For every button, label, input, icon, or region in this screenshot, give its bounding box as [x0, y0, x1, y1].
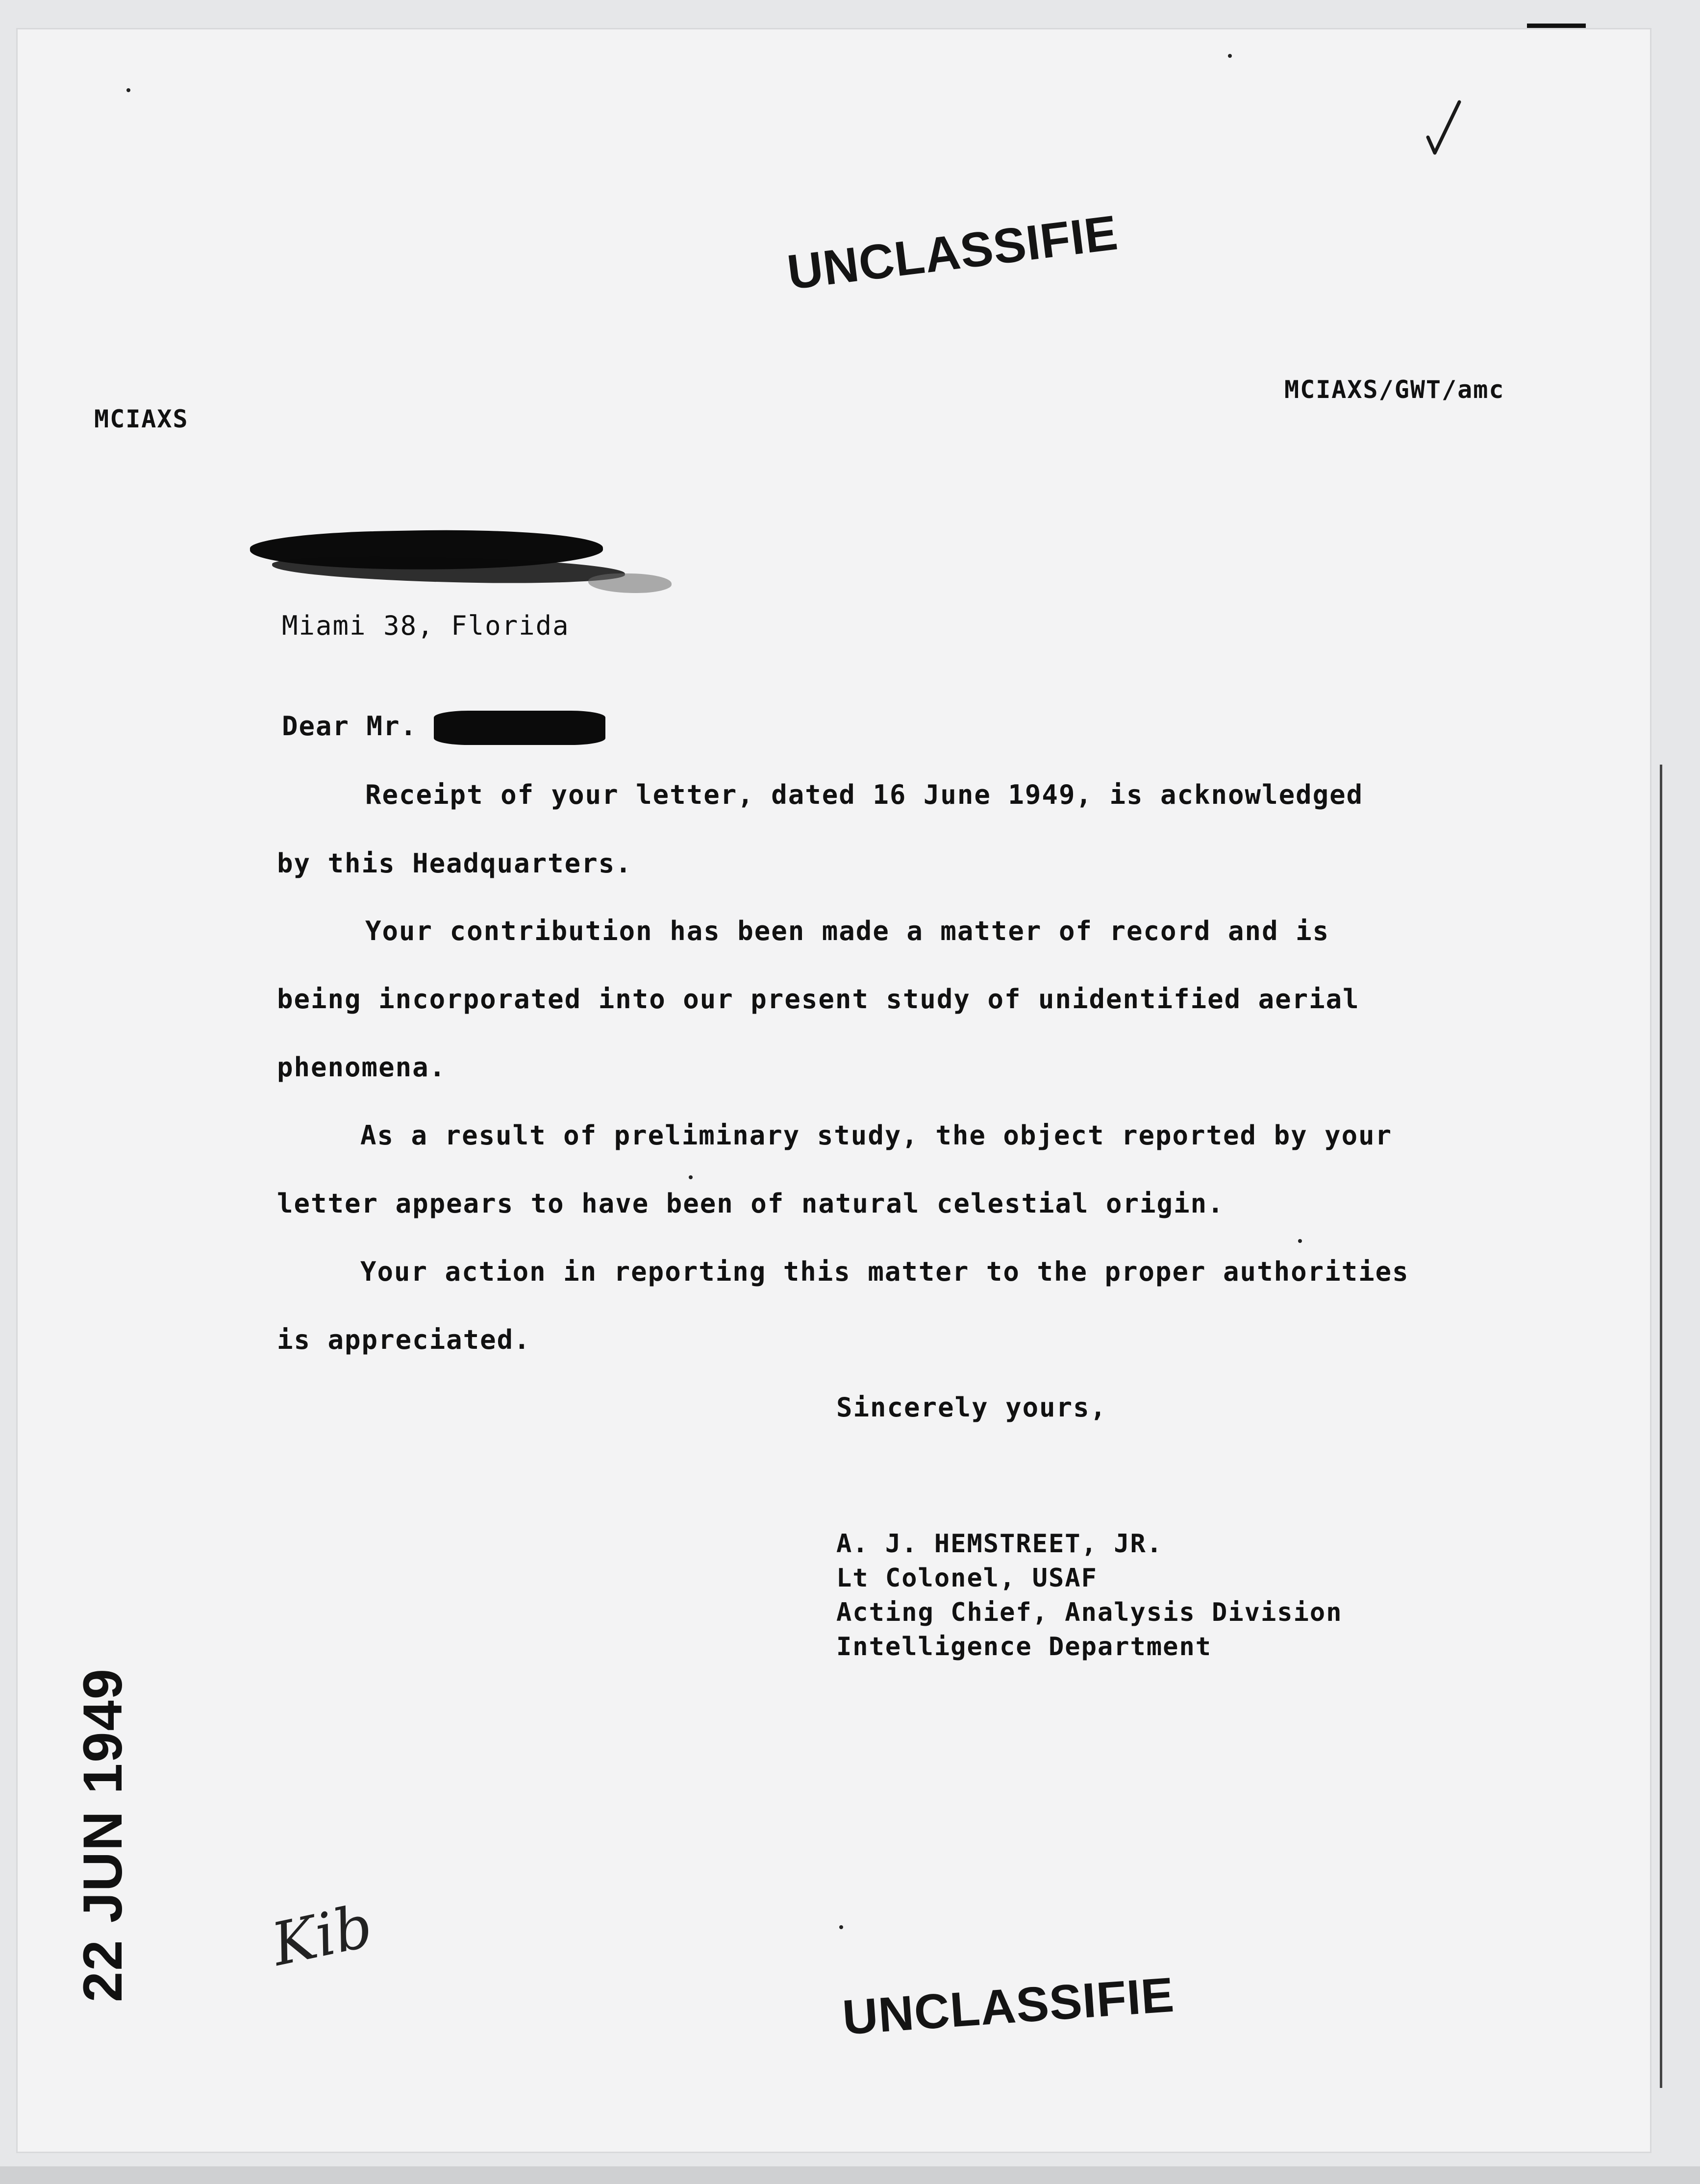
checkmark-icon: [1424, 98, 1463, 157]
dust-speck: [839, 1925, 843, 1929]
salutation: Dear Mr.: [282, 711, 418, 742]
classification-stamp-top: UNCLASSIFIE: [784, 205, 1121, 300]
right-edge-shadow: [1660, 765, 1662, 2088]
handwritten-initials: Kib: [266, 1892, 379, 1980]
dust-speck: [1228, 54, 1232, 58]
reference-code-left: MCIAXS: [94, 405, 189, 433]
signature-title: Acting Chief, Analysis Division: [836, 1598, 1343, 1627]
body-line: by this Headquarters.: [277, 848, 632, 879]
dust-speck: [689, 1175, 693, 1179]
redacted-salutation-name: [434, 711, 605, 745]
body-line: Your contribution has been made a matter of record and is: [365, 916, 1330, 946]
body-line: being incorporated into our present study of unidentified aerial: [277, 984, 1360, 1015]
dust-speck: [126, 88, 130, 92]
body-line: is appreciated.: [277, 1324, 531, 1355]
reference-code-right: MCIAXS/GWT/amc: [1284, 375, 1505, 404]
signature-department: Intelligence Department: [836, 1632, 1212, 1662]
document-page: [18, 29, 1650, 2152]
closing: Sincerely yours,: [836, 1392, 1107, 1423]
bottom-edge: [0, 2166, 1700, 2184]
dust-speck: [1298, 1239, 1302, 1243]
signature-rank: Lt Colonel, USAF: [836, 1564, 1098, 1593]
signature-name: A. J. HEMSTREET, JR.: [836, 1529, 1163, 1559]
recipient-city-line: Miami 38, Florida: [282, 610, 570, 641]
classification-stamp-bottom: UNCLASSIFIE: [841, 1967, 1176, 2045]
body-line: letter appears to have been of natural celestial origin.: [277, 1188, 1225, 1219]
body-line: phenomena.: [277, 1052, 447, 1083]
body-line: Your action in reporting this matter to the proper authorities: [360, 1256, 1409, 1287]
date-received-stamp: 22 JUN 1949: [72, 1667, 133, 2002]
body-line: Receipt of your letter, dated 16 June 1949, is acknowledged: [365, 779, 1364, 810]
body-line: As a result of preliminary study, the object reported by your: [360, 1120, 1393, 1151]
top-edge-mark: [1527, 24, 1586, 28]
